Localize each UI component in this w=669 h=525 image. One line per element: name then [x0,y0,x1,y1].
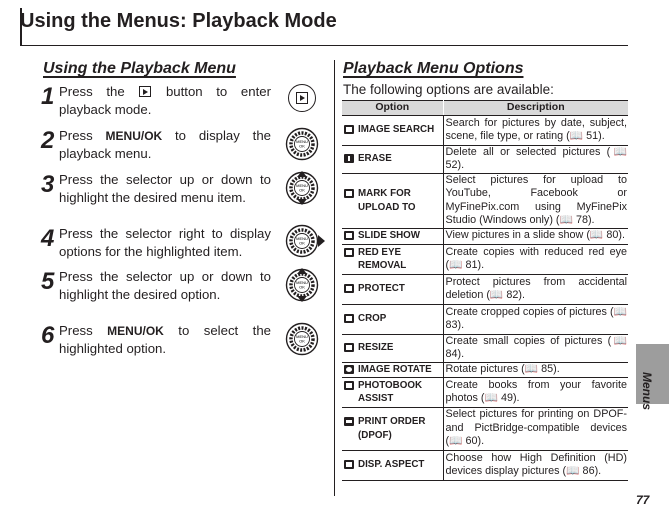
step-text-post: to display the playback menu. [59,128,271,161]
option-description: Search for pictures by date, subject, scene, file type, or rating (📖 51). [443,115,628,145]
side-tab-label-wrap [636,372,669,432]
table-row [342,274,628,304]
step-number: 4 [41,225,55,252]
step-number: 6 [41,322,55,349]
svg-text:OK: OK [299,338,305,344]
disp-aspect-icon [344,460,354,469]
step-text [59,127,271,163]
crop-icon [344,314,354,323]
table-row [342,362,628,377]
column-divider [334,60,335,496]
menu-ok-dial-icon [285,127,319,161]
table-row [342,228,628,244]
table-row [342,304,628,334]
menu-ok-key: MENU/OK [105,129,163,143]
svg-text:OK: OK [299,284,305,290]
option-name: PRINT ORDER (DPOF) [358,416,426,441]
option-name: PROTECT [358,283,405,295]
table-row [342,407,628,450]
svg-text:MENU: MENU [296,139,308,144]
step-text: Press the selector up or down to highlight the desired option. [59,269,271,302]
svg-text:MENU: MENU [296,280,308,285]
option-name: IMAGE SEARCH [358,124,435,136]
step-number: 3 [41,171,55,198]
step-text: Press the selector up or down to highlight the desired menu item. [59,172,271,205]
svg-text:OK: OK [299,143,305,149]
option-name: MARK FOR UPLOAD TO [358,188,416,213]
option-description: Delete all or selected pictures (📖 52). [443,145,628,173]
column-header-description: Description [443,101,628,116]
option-description: Create books from your favorite photos (📖 49). [443,377,628,407]
option-description: Create small copies of pictures (📖 84). [443,334,628,362]
option-name: SLIDE SHOW [358,230,421,242]
step-text [59,83,271,119]
step-number: 1 [41,83,55,110]
option-description: Create copies with reduced red eye (📖 81). [443,244,628,274]
table-row [342,244,628,274]
option-name: RED EYE REMOVAL [358,246,407,271]
selector-up-down-icon [285,268,319,302]
step-text [59,322,271,358]
option-name: ERASE [358,153,392,165]
svg-text:MENU: MENU [296,334,308,339]
playback-button-icon [139,86,151,97]
options-table [342,100,628,481]
slide-show-icon [344,231,354,240]
svg-text:OK: OK [299,187,305,193]
svg-text:MENU: MENU [296,183,308,188]
menu-ok-dial-icon [285,322,319,356]
right-heading: Playback Menu Options [343,60,524,77]
step-text-pre: Press [59,128,93,143]
table-row [342,145,628,173]
table-header-row [342,101,628,116]
step-text-pre: Press the [59,84,125,99]
erase-icon [344,154,354,163]
option-description: Select pictures for printing on DPOF- and PictBridge-compatible devices (📖 60). [443,407,628,450]
image-search-icon [344,125,354,134]
playback-button-illustration [288,84,316,112]
option-description: View pictures in a slide show (📖 80). [443,228,628,244]
upload-icon [344,189,354,198]
selector-right-icon [285,224,327,258]
step-text: Press the selector right to display options for the highlighted item. [59,226,271,259]
selector-up-down-icon [285,171,319,205]
resize-icon [344,343,354,352]
print-order-icon [344,417,354,426]
svg-text:OK: OK [299,240,305,246]
option-description: Choose how High Definition (HD) devices display pictures (📖 86). [443,450,628,480]
option-name: PHOTOBOOK ASSIST [358,379,423,404]
side-tab-label: Menus [640,372,654,411]
table-row [342,173,628,228]
option-description: Select pictures for upload to YouTube, Facebook or MyFinePix.com using MyFinePix Studio (Windows only) (📖 78). [443,173,628,228]
step-text-pre: Press [59,323,93,338]
svg-text:MENU: MENU [296,236,308,241]
red-eye-icon [344,248,354,257]
column-header-option: Option [342,101,443,116]
option-name: DISP. ASPECT [358,459,425,471]
table-row [342,115,628,145]
step-text-post: to select the highlighted option. [59,323,271,356]
option-description: Protect pictures from accidental deletion (📖 82). [443,274,628,304]
options-intro: The following options are available: [343,82,554,97]
step-number: 5 [41,268,55,295]
page-title: Using the Menus: Playback Mode [20,10,337,32]
step-text-post: button to enter playback mode. [59,84,271,117]
table-row [342,377,628,407]
option-name: IMAGE ROTATE [358,363,432,375]
rotate-icon [344,365,354,374]
option-description: Rotate pictures (📖 85). [443,362,628,377]
table-row [342,450,628,480]
page-number: 77 [636,493,650,507]
table-row [342,334,628,362]
left-heading: Using the Playback Menu [43,60,236,77]
option-description: Create cropped copies of pictures (📖 83). [443,304,628,334]
step-number: 2 [41,127,55,154]
menu-ok-key: MENU/OK [107,324,164,338]
option-name: RESIZE [358,342,394,354]
photobook-icon [344,381,354,390]
option-name: CROP [358,313,387,325]
protect-icon [344,284,354,293]
